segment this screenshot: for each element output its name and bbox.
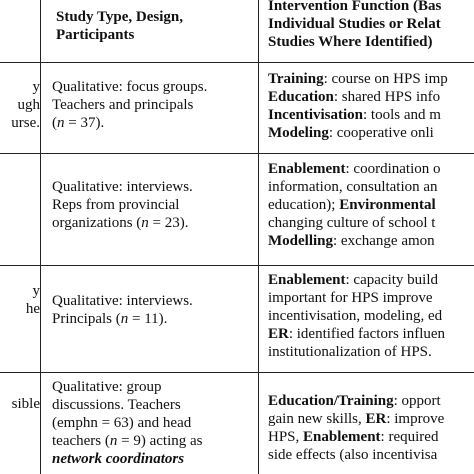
row2-col3-line: Modelling: exchange amon: [268, 233, 435, 249]
header-intervention-line: Individual Studies or Relat: [268, 16, 441, 32]
row1-col2-line: Teachers and principals: [52, 97, 194, 113]
header-intervention-line: Intervention Function (Bas: [268, 0, 442, 14]
row3-col3-line: incentivisation, modeling, ed: [268, 308, 443, 324]
row1-col1-line: ugh: [17, 97, 40, 113]
row3-col3-line: important for HPS improve: [268, 290, 433, 306]
header-intervention-line: Studies Where Identified): [268, 34, 433, 50]
row1-col3: [268, 70, 448, 142]
row1-col2: [52, 78, 254, 132]
row2-col3-line: education); Environmental: [268, 197, 436, 213]
header-study-type: [56, 8, 258, 44]
row1-col1: [0, 78, 40, 132]
row4-col3-line: HPS, Enablement: required: [268, 429, 439, 445]
row-rule-3: [0, 372, 474, 373]
row-rule-1: [0, 153, 474, 154]
row4-col1-line: sible: [11, 396, 40, 412]
row1-col2-line: Qualitative: focus groups.: [52, 79, 208, 95]
row1-col2-line: (n = 37).: [52, 115, 105, 131]
row3-col3: [268, 271, 445, 361]
row3-col2-line: Principals (n = 11).: [52, 311, 168, 327]
header-study-type-line: Study Type, Design,: [56, 9, 183, 25]
row1-col3-line: Training: course on HPS imp: [268, 71, 448, 87]
row3-col3-line: institutionalization of HPS.: [268, 344, 432, 360]
row4-col3-line: side effects (also incentivisa: [268, 447, 438, 463]
row2-col3-line: Enablement: coordination o: [268, 161, 441, 177]
row3-col2-line: Qualitative: interviews.: [52, 293, 193, 309]
row4-col3: [268, 392, 444, 464]
row-rule-2: [0, 265, 474, 266]
row2-col3-line: information, consultation an: [268, 179, 438, 195]
row4-col2-line: teachers (n = 9) acting as: [52, 433, 203, 449]
row4-col2-line: discussions. Teachers: [52, 397, 181, 413]
row2-col2: [52, 178, 254, 232]
row2-col3: [268, 160, 441, 250]
header-study-type-line: Participants: [56, 27, 135, 43]
row2-col2-line: Qualitative: interviews.: [52, 179, 193, 195]
row2-col3-line: changing culture of school t: [268, 215, 436, 231]
row2-col2-line: organizations (n = 23).: [52, 215, 189, 231]
row4-col2-line: (emphn = 63) and head: [52, 415, 192, 431]
row4-col3-line: Education/Training: opport: [268, 393, 441, 409]
row3-col1: [0, 282, 40, 318]
row1-col3-line: Modeling: cooperative onli: [268, 125, 434, 141]
row4-col2-line: Qualitative: group: [52, 379, 162, 395]
row4-col2: [52, 378, 254, 468]
row3-col3-line: Enablement: capacity build: [268, 272, 438, 288]
row4-col1: [0, 395, 40, 413]
column-rule-1: [40, 0, 41, 474]
row4-col2-line: network coordinators: [52, 451, 185, 467]
row1-col3-line: Education: shared HPS info: [268, 89, 441, 105]
row4-col3-line: gain new skills, ER: improve: [268, 411, 445, 427]
header-bottom-rule: [0, 62, 474, 63]
column-rule-2: [258, 0, 259, 474]
row1-col1-line: urse.: [11, 115, 40, 131]
row3-col1-line: he: [25, 301, 40, 317]
row3-col1-line: y: [32, 283, 40, 299]
row1-col3-line: Incentivisation: tools and m: [268, 107, 441, 123]
row3-col3-line: ER: identified factors influen: [268, 326, 446, 342]
row2-col2-line: Reps from provincial: [52, 197, 180, 213]
row3-col2: [52, 292, 254, 328]
row1-col1-line: y: [32, 79, 40, 95]
header-intervention-function: [268, 0, 441, 51]
